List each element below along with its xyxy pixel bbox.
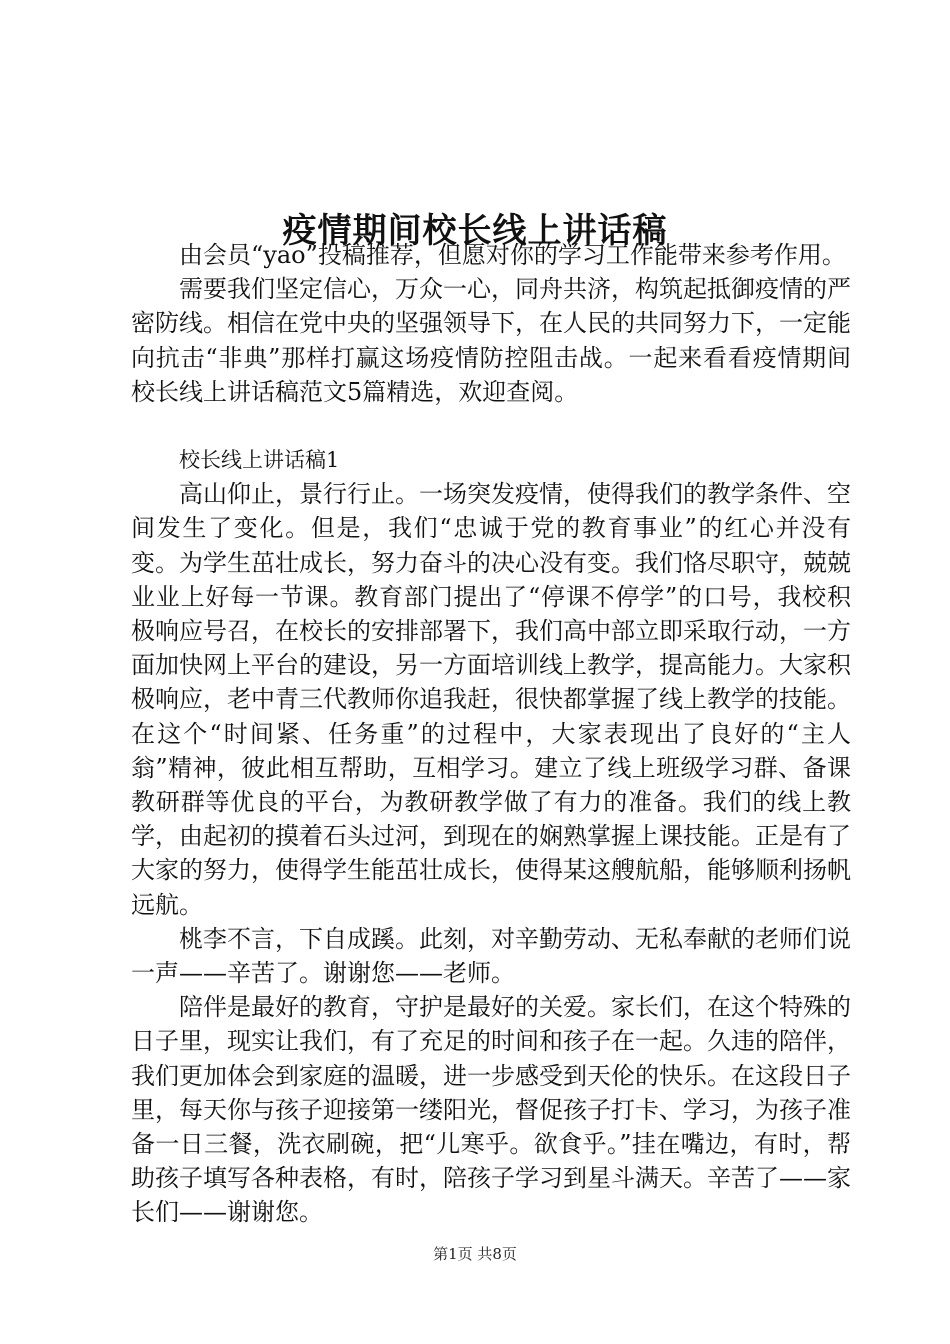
section-heading: 校长线上讲话稿1	[179, 448, 340, 473]
document-body	[131, 238, 851, 1230]
page-footer: 第1页 共8页	[433, 1245, 517, 1263]
document-title: 疫情期间校长线上讲话稿	[282, 210, 668, 251]
section-paragraph-1: 高山仰止，景行行止。一场突发疫情，使得我们的教学条件、空间发生了变化。但是，我们“忠诚于党的教育事业”的红心并没有变。为学生茁壮成长，努力奋斗的决心没有变。我们恪尽职守，兢兢业业上好每一节课。教育部门提出了“停课不停学”的口号，我校积极响应号召，在校长的安排部署下，我们高中部立即采取行动，一方面加快网上平台的建设，另一方面培训线上教学，提高能力。大家积极响应，老中青三代教师你追我赶，很快都掌握了线上教学的技能。在这个“时间紧、任务重”的过程中，大家表现出了良好的“主人翁”精神，彼此相互帮助，互相学习。建立了线上班级学习群、备课教研群等优良的平台，为教研教学做了有力的准备。我们的线上教学，由起初的摸着石头过河，到现在的娴熟掌握上课技能。正是有了大家的努力，使得学生能茁壮成长，使得某这艘航船，能够顺利扬帆远航。	[131, 480, 851, 919]
section-paragraph-3: 陪伴是最好的教育，守护是最好的关爱。家长们，在这个特殊的日子里，现实让我们，有了充足的时间和孩子在一起。久违的陪伴，我们更加体会到家庭的温暖，进一步感受到天伦的快乐。在这段日子里，每天你与孩子迎接第一缕阳光，督促孩子打卡、学习，为孩子准备一日三餐，洗衣刷碗，把“儿寒乎。欲食乎。”挂在嘴边，有时，帮助孩子填写各种表格，有时，陪孩子学习到星斗满天。辛苦了——家长们——谢谢您。	[131, 993, 851, 1227]
intro-paragraph-2: 需要我们坚定信心，万众一心，同舟共济，构筑起抵御疫情的严密防线。相信在党中央的坚强领导下，在人民的共同努力下，一定能向抗击“非典”那样打赢这场疫情防控阻击战。一起来看看疫情期间校长线上讲话稿范文5篇精选，欢迎查阅。	[131, 275, 851, 406]
section-paragraph-2: 桃李不言，下自成蹊。此刻，对辛勤劳动、无私奉献的老师们说一声——辛苦了。谢谢您——老师。	[131, 924, 851, 988]
intro-paragraph-1: 由会员“yao”投稿推荐，但愿对你的学习工作能带来参考作用。	[179, 241, 846, 269]
